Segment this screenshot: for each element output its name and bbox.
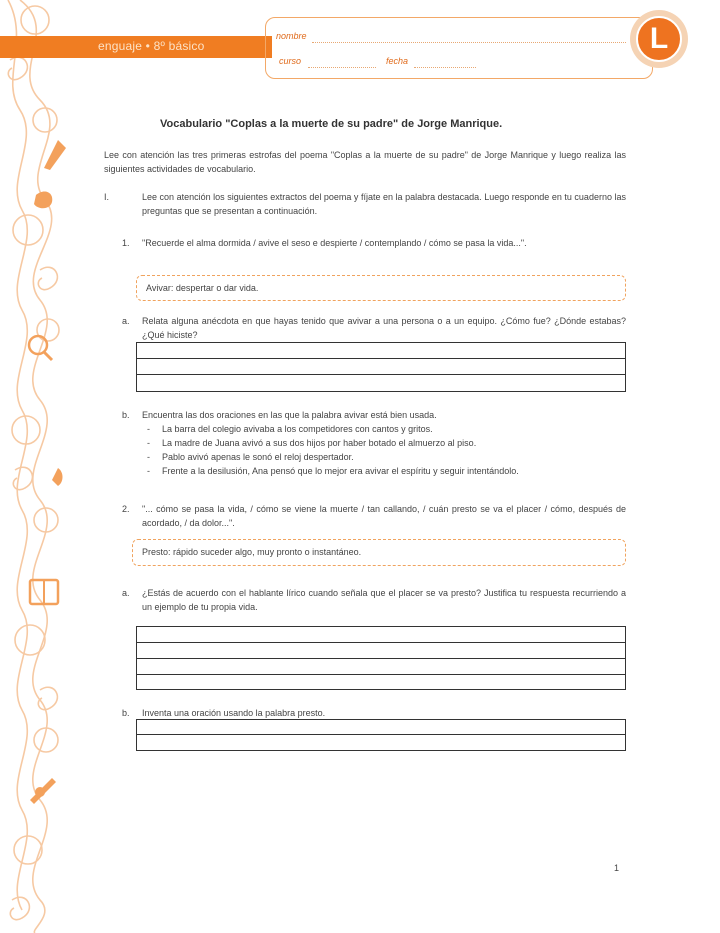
item-2-definition: Presto: rápido suceder algo, muy pronto o instantáneo. <box>142 547 362 557</box>
subject-label: enguaje • 8º básico <box>98 39 205 53</box>
intro-text: Lee con atención las tres primeras estrofas del poema "Coplas a la muerte de su padre" de Jorge Manrique y luego realiza las siguientes actividades de vocabulario. <box>104 150 626 174</box>
option-dash: - <box>147 452 150 462</box>
option-dash: - <box>147 438 150 448</box>
item-1b-letter: b. <box>122 410 130 420</box>
date-label: fecha <box>386 56 409 66</box>
item-1b-option: La madre de Juana avivó a sus dos hijos por haber botado el almuerzo al piso. <box>162 438 477 448</box>
item-1-quote: "Recuerde el alma dormida / avive el seso e despierte / contemplando / cómo se pasa la vida...". <box>142 238 527 248</box>
item-2b-answer-lines[interactable] <box>136 719 626 751</box>
item-2a-answer-lines[interactable] <box>136 626 626 690</box>
student-info-box <box>265 17 653 79</box>
item-1a-text: Relata alguna anécdota en que hayas tenido que avivar a una persona o a un equipo. ¿Cómo fue? ¿Dónde estabas? ¿Qué hiciste? <box>142 316 626 340</box>
course-label: curso <box>279 56 302 66</box>
item-2b-letter: b. <box>122 708 130 718</box>
date-line[interactable] <box>414 67 476 68</box>
item-1a-letter: a. <box>122 316 130 326</box>
item-1b-option: Frente a la desilusión, Ana pensó que lo mejor era avivar el espíritu y seguir intentándolo. <box>162 466 519 476</box>
course-line[interactable] <box>308 67 376 68</box>
page-title: Vocabulario "Coplas a la muerte de su padre" de Jorge Manrique. <box>160 118 503 130</box>
decorative-swirl-border <box>0 0 90 933</box>
item-2-number: 2. <box>122 504 130 514</box>
item-2b-text: Inventa una oración usando la palabra presto. <box>142 708 326 718</box>
item-1b-text: Encuentra las dos oraciones en las que la palabra avivar está bien usada. <box>142 410 437 420</box>
item-1b-option: La barra del colegio avivaba a los competidores con cantos y gritos. <box>162 424 433 434</box>
item-1b-option: Pablo avivó apenas le sonó el reloj despertador. <box>162 452 354 462</box>
item-2a-letter: a. <box>122 588 130 598</box>
option-dash: - <box>147 466 150 476</box>
subject-badge: L <box>636 16 682 62</box>
item-1-definition: Avivar: despertar o dar vida. <box>146 283 259 293</box>
page-number: 1 <box>614 863 620 873</box>
section-instructions: Lee con atención los siguientes extractos del poema y fíjate en la palabra destacada. Luego responde en tu cuaderno las preguntas que se presentan a continuación. <box>142 192 626 216</box>
item-1-number: 1. <box>122 238 130 248</box>
name-label: nombre <box>276 31 307 41</box>
item-2a-text: ¿Estás de acuerdo con el hablante lírico cuando señala que el placer se va presto? Justifica tu respuesta recurriendo a un ejemplo de tu propia vida. <box>142 588 626 612</box>
section-numeral: I. <box>104 192 110 202</box>
option-dash: - <box>147 424 150 434</box>
item-2-quote: "... cómo se pasa la vida, / cómo se viene la muerte / tan callando, / cuán presto se va el placer / cómo, después de acordado, / da dolor...". <box>142 504 626 528</box>
name-line[interactable] <box>312 42 626 43</box>
item-1a-answer-lines[interactable] <box>136 342 626 392</box>
